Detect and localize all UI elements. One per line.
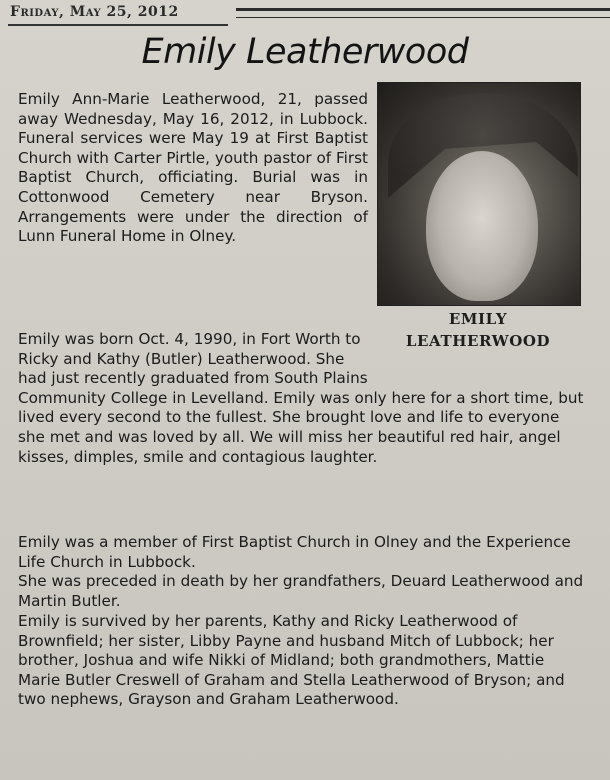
caption-wrap-spacer bbox=[368, 330, 590, 370]
obituary-paragraph-5: Emily is survived by her parents, Kathy and Ricky Leatherwood of Brownfield; her sister, Libby Payne and husband Mitch of Lubbock; her brother, Joshua and wife Nikki of Midland; both grandmothers, Mattie Marie Butler Creswell of Graham and Stella Leatherwood of Bryson; and two nephews, Grayson and Graham Leatherwood. bbox=[18, 612, 565, 709]
obituary-paragraph-2-text: Emily was born Oct. 4, 1990, in Fort Worth to Ricky and Kathy (Butler) Leatherwood. She had just recently graduated from South Plains Community College in Levelland. Emily was only here for a short time, but lived every second to the fullest. She brought love and life to everyone she met and was loved by all. We will miss her beautiful red hair, angel kisses, dimples, smile and contagious laughter. bbox=[18, 330, 584, 466]
photo-caption-line-2: LEATHERWOOD bbox=[405, 332, 551, 350]
header-rule bbox=[236, 8, 610, 18]
dateline-rule bbox=[8, 24, 228, 26]
obituary-paragraph-3: Emily was a member of First Baptist Church in Olney and the Experience Life Church in Lubbock. bbox=[18, 533, 571, 571]
dateline: Friday, May 25, 2012 bbox=[10, 4, 179, 20]
obituary-title: Emily Leatherwood bbox=[141, 32, 469, 72]
obituary-paragraph-2 bbox=[18, 330, 590, 467]
portrait-face bbox=[426, 151, 538, 301]
obituary-paragraph-1: Emily Ann-Marie Leatherwood, 21, passed away Wednesday, May 16, 2012, in Lubbock. Funeral services were May 19 at First Baptist Church with Carter Pirtle, youth pastor of First Baptist Church, officiating. Burial was in Cottonwood Cemetery near Bryson. Arrangements were under the direction of Lunn Funeral Home in Olney. bbox=[18, 90, 368, 246]
portrait-photo bbox=[377, 82, 581, 306]
obituary-paragraph-4: She was preceded in death by her grandfathers, Deuard Leatherwood and Martin Butler. bbox=[18, 572, 584, 610]
photo-caption-line-1: EMILY bbox=[448, 310, 508, 328]
